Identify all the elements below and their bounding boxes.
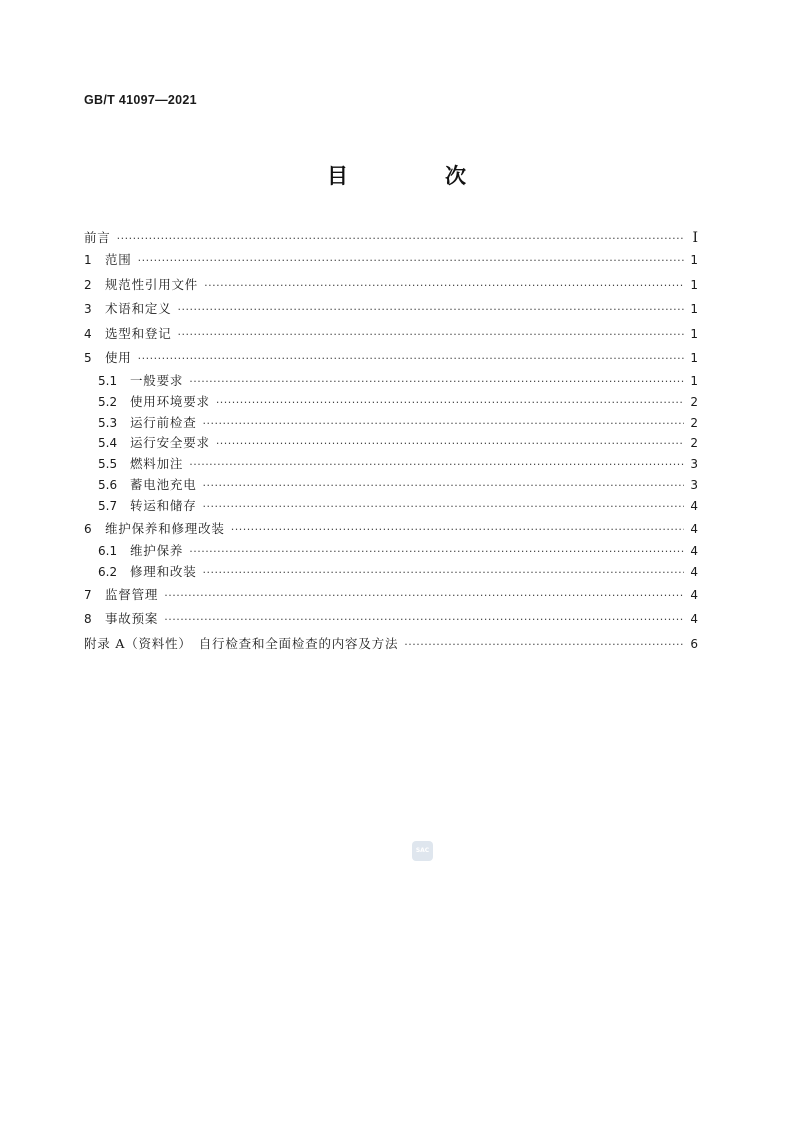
toc-entry-page: Ⅰ xyxy=(692,230,698,246)
toc-entry-label: 附录 A（资料性） 自行检查和全面检查的内容及方法 xyxy=(84,635,399,651)
toc-entry-page: 1 xyxy=(690,373,698,388)
toc-entry-6[interactable] xyxy=(84,517,698,542)
toc-entry-page: 4 xyxy=(690,544,698,559)
toc-entry-label: 修理和改装 xyxy=(130,563,197,579)
toc-entry-page: 2 xyxy=(690,415,698,430)
dot-leader xyxy=(216,434,684,455)
toc-entry-1[interactable] xyxy=(84,248,698,273)
toc-entry-label: 一般要求 xyxy=(130,372,184,388)
toc-entry-label: 维护保养 xyxy=(130,543,184,559)
toc-entry-5-7[interactable] xyxy=(84,496,698,517)
toc-entry-label: 转运和储存 xyxy=(130,497,197,513)
toc-entry-number: 5.2 xyxy=(98,394,118,409)
dot-leader xyxy=(216,393,684,414)
toc-entry-number: 5.3 xyxy=(98,415,118,430)
dot-leader xyxy=(204,274,684,299)
toc-entry-number: 2 xyxy=(84,277,92,292)
toc-entry-5-2[interactable] xyxy=(84,392,698,413)
dot-leader xyxy=(189,455,684,476)
toc-entry-page: 1 xyxy=(690,302,698,317)
toc-entry-label: 蓄电池充电 xyxy=(130,476,197,492)
toc-entry-number: 5.5 xyxy=(98,457,118,472)
dot-leader xyxy=(203,497,684,518)
dot-leader xyxy=(178,298,684,323)
toc-entry-number: 7 xyxy=(84,587,92,602)
dot-leader xyxy=(189,372,684,393)
toc-entry-label: 规范性引用文件 xyxy=(105,276,199,292)
toc-entry-page: 2 xyxy=(690,394,698,409)
dot-leader xyxy=(203,476,684,497)
toc-entry-6-1[interactable] xyxy=(84,541,698,562)
toc-entry-number: 5 xyxy=(84,351,92,366)
standard-number: GB/T 41097—2021 xyxy=(84,93,197,107)
dot-leader xyxy=(138,347,684,372)
toc-entry-page: 3 xyxy=(690,457,698,472)
dot-leader xyxy=(164,584,684,609)
toc-entry-page: 4 xyxy=(690,564,698,579)
dot-leader xyxy=(203,414,684,435)
page-title: 目 次 xyxy=(327,164,504,188)
toc-entry-7[interactable] xyxy=(84,583,698,608)
toc-entry-appendix-a[interactable] xyxy=(84,632,698,657)
toc-entry-page: 4 xyxy=(690,587,698,602)
toc-entry-page: 1 xyxy=(690,253,698,267)
toc-entry-number: 5.4 xyxy=(98,436,118,451)
dot-leader xyxy=(138,249,684,274)
toc-entry-page: 4 xyxy=(690,498,698,513)
toc-entry-label: 事故预案 xyxy=(105,611,159,627)
toc-entry-5-6[interactable] xyxy=(84,475,698,496)
toc-entry-label: 选型和登记 xyxy=(105,325,172,341)
toc-entry-2[interactable] xyxy=(84,273,698,298)
toc-entry-label: 范围 xyxy=(105,252,132,267)
dot-leader xyxy=(404,633,684,658)
toc-entry-label: 术语和定义 xyxy=(105,301,172,317)
toc-entry-page: 1 xyxy=(690,326,698,341)
toc-entry-number: 5.7 xyxy=(98,498,118,513)
toc-entry-page: 4 xyxy=(690,521,698,536)
toc-entry-foreword[interactable] xyxy=(84,228,698,248)
toc-entry-label: 运行安全要求 xyxy=(130,435,210,451)
toc-entry-label: 燃料加注 xyxy=(130,456,184,472)
toc-entry-number: 6.1 xyxy=(98,544,118,559)
toc-entry-number: 5.6 xyxy=(98,477,118,492)
dot-leader xyxy=(178,323,684,348)
toc-entry-page: 1 xyxy=(690,277,698,292)
sac-watermark-logo: SAC xyxy=(412,841,433,861)
toc-entry-label: 使用环境要求 xyxy=(130,393,210,409)
toc-entry-number: 1 xyxy=(84,253,92,267)
toc-entry-8[interactable] xyxy=(84,607,698,632)
toc-entry-number: 4 xyxy=(84,326,92,341)
toc-entry-5-4[interactable] xyxy=(84,433,698,454)
toc-entry-3[interactable] xyxy=(84,297,698,322)
toc-entry-number: 6.2 xyxy=(98,564,118,579)
dot-leader xyxy=(189,542,684,563)
dot-leader xyxy=(117,229,684,249)
toc-entry-page: 1 xyxy=(690,351,698,366)
toc-entry-label: 监督管理 xyxy=(105,586,159,602)
toc-entry-number: 3 xyxy=(84,302,92,317)
dot-leader xyxy=(203,563,684,584)
toc-entry-4[interactable] xyxy=(84,322,698,347)
toc-entry-page: 4 xyxy=(690,612,698,627)
toc-entry-label: 使用 xyxy=(105,350,132,366)
toc-entry-5-1[interactable] xyxy=(84,371,698,392)
toc-entry-5[interactable] xyxy=(84,346,698,371)
toc-entry-label: 运行前检查 xyxy=(130,414,197,430)
toc-entry-label: 维护保养和修理改装 xyxy=(105,520,225,536)
toc-entry-5-3[interactable] xyxy=(84,413,698,434)
dot-leader xyxy=(164,608,684,633)
toc-entry-5-5[interactable] xyxy=(84,454,698,475)
toc-entry-page: 6 xyxy=(690,636,698,651)
toc-entry-number: 5.1 xyxy=(98,373,118,388)
toc-entry-page: 2 xyxy=(690,436,698,451)
toc-entry-number: 6 xyxy=(84,521,92,536)
dot-leader xyxy=(231,518,684,543)
toc-entry-page: 3 xyxy=(690,477,698,492)
toc-entry-6-2[interactable] xyxy=(84,562,698,583)
toc-entry-label: 前言 xyxy=(84,230,111,245)
table-of-contents xyxy=(84,228,698,657)
toc-entry-number: 8 xyxy=(84,612,92,627)
